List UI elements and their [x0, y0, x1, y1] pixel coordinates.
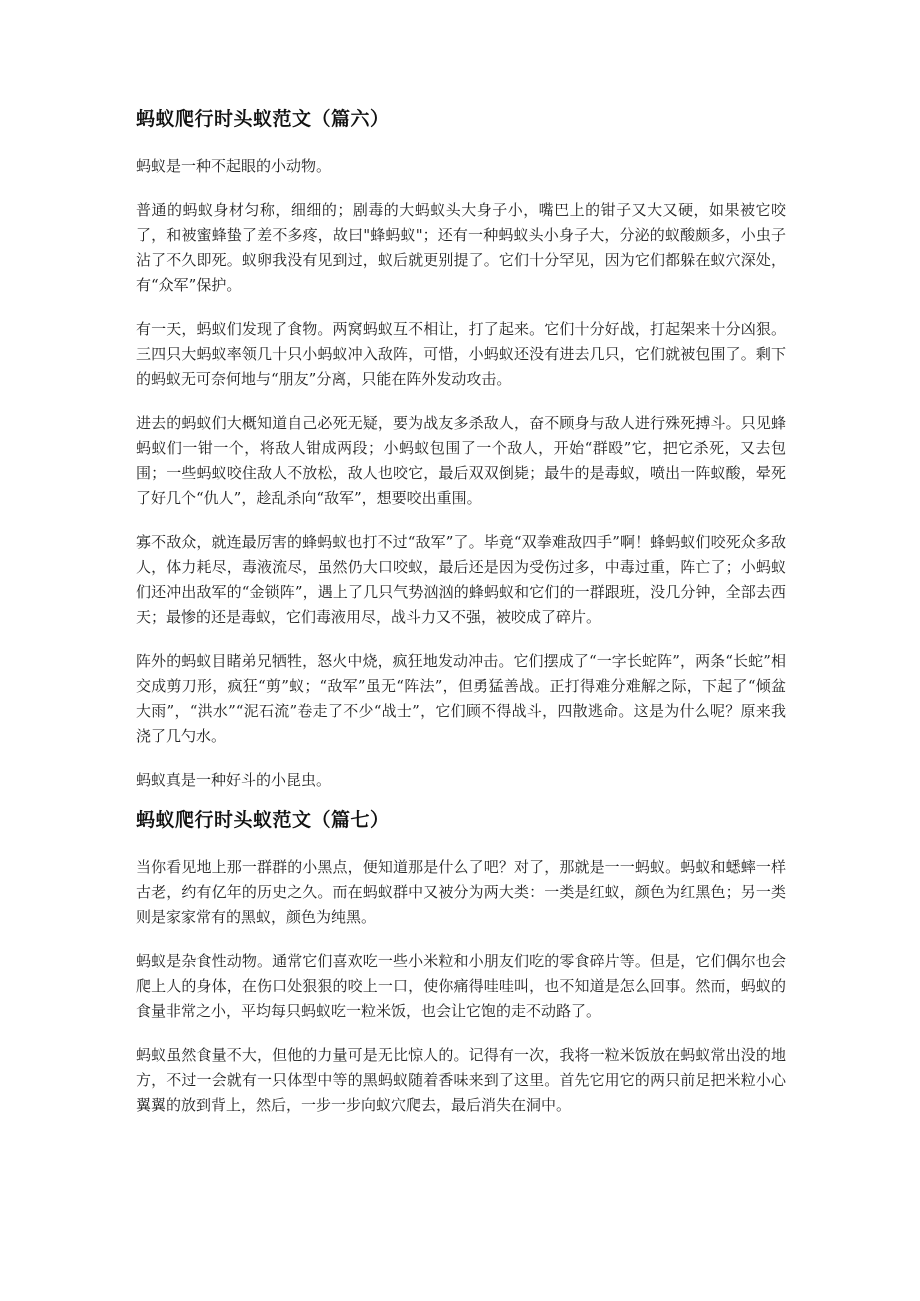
paragraph: 有一天，蚂蚁们发现了食物。两窝蚂蚁互不相让，打了起来。它们十分好战，打起架来十分凶狠。三四只大蚂蚁率领几十只小蚂蚁冲入敌阵，可惜，小蚂蚁还没有进去几只，它们就被包围了。剩下的蚂蚁无可奈何地与“朋友”分离，只能在阵外发动攻击。 — [136, 320, 786, 388]
document-page — [136, 104, 786, 1118]
paragraph: 普通的蚂蚁身材匀称，细细的；剧毒的大蚂蚁头大身子小，嘴巴上的钳子又大又硬，如果被它咬了，和被蜜蜂蛰了差不多疼，故曰"蜂蚂蚁"；还有一种蚂蚁头小身子大，分泌的蚁酸颇多，小虫子沾了不久即死。蚁卵我没有见到过，蚁后就更别提了。它们十分罕见，因为它们都躲在蚁穴深处，有“众军”保护。 — [136, 201, 786, 294]
paragraph: 蚂蚁是杂食性动物。通常它们喜欢吃一些小米粒和小朋友们吃的零食碎片等。但是，它们偶尔也会爬上人的身体，在伤口处狠狠的咬上一口，使你痛得哇哇叫，也不知道是怎么回事。然而，蚂蚁的食量非常之小，平均每只蚂蚁吃一粒米饭，也会让它饱的走不动路了。 — [136, 952, 786, 1020]
section-title-6: 蚂蚁爬行时头蚁范文（篇六） — [136, 108, 390, 130]
paragraph: 进去的蚂蚁们大概知道自己必死无疑，要为战友多杀敌人，奋不顾身与敌人进行殊死搏斗。只见蜂蚂蚁们一钳一个，将敌人钳成两段；小蚂蚁包围了一个敌人，开始“群殴”它，把它杀死，又去包围；一些蚂蚁咬住敌人不放松，敌人也咬它，最后双双倒毙；最牛的是毒蚁，喷出一阵蚁酸，晕死了好几个“仇人”，趁乱杀向“敌军”，想要咬出重围。 — [136, 414, 786, 507]
paragraph: 蚂蚁真是一种好斗的小昆虫。 — [136, 771, 332, 789]
paragraph: 寡不敌众，就连最厉害的蜂蚂蚁也打不过“敌军”了。毕竟“双拳难敌四手”啊！蜂蚂蚁们咬死众多敌人，体力耗尽，毒液流尽，虽然仍大口咬蚁，最后还是因为受伤过多，中毒过重，阵亡了；小蚂蚁们还冲出敌军的“金锁阵”，遇上了几只气势汹汹的蜂蚂蚁和它们的一群跟班，没几分钟，全部去西天；最惨的还是毒蚁，它们毒液用尽，战斗力又不强，被咬成了碎片。 — [136, 533, 786, 626]
paragraph: 阵外的蚂蚁目睹弟兄牺牲，怒火中烧，疯狂地发动冲击。它们摆成了“一字长蛇阵”，两条“长蛇”相交成剪刀形，疯狂“剪”蚁；“敌军”虽无“阵法”，但勇猛善战。正打得难分难解之际，下起了“倾盆大雨”，“洪水”“泥石流”卷走了不少“战士”，它们顾不得战斗，四散逃命。这是为什么呢？原来我浇了几勺水。 — [136, 652, 786, 745]
paragraph: 蚂蚁虽然食量不大，但他的力量可是无比惊人的。记得有一次，我将一粒米饭放在蚂蚁常出没的地方，不过一会就有一只体型中等的黑蚂蚁随着香味来到了这里。首先它用它的两只前足把米粒小心翼翼的放到背上，然后，一步一步向蚁穴爬去，最后消失在洞中。 — [136, 1046, 786, 1114]
paragraph: 当你看见地上那一群群的小黑点，便知道那是什么了吧？对了，那就是一一蚂蚁。蚂蚁和蟋蟀一样古老，约有亿年的历史之久。而在蚂蚁群中又被分为两大类：一类是红蚁，颜色为红黑色；另一类则是家家常有的黑蚁，颜色为纯黑。 — [136, 858, 786, 926]
paragraph: 蚂蚁是一种不起眼的小动物。 — [136, 157, 332, 175]
section-title-7: 蚂蚁爬行时头蚁范文（篇七） — [136, 809, 390, 831]
